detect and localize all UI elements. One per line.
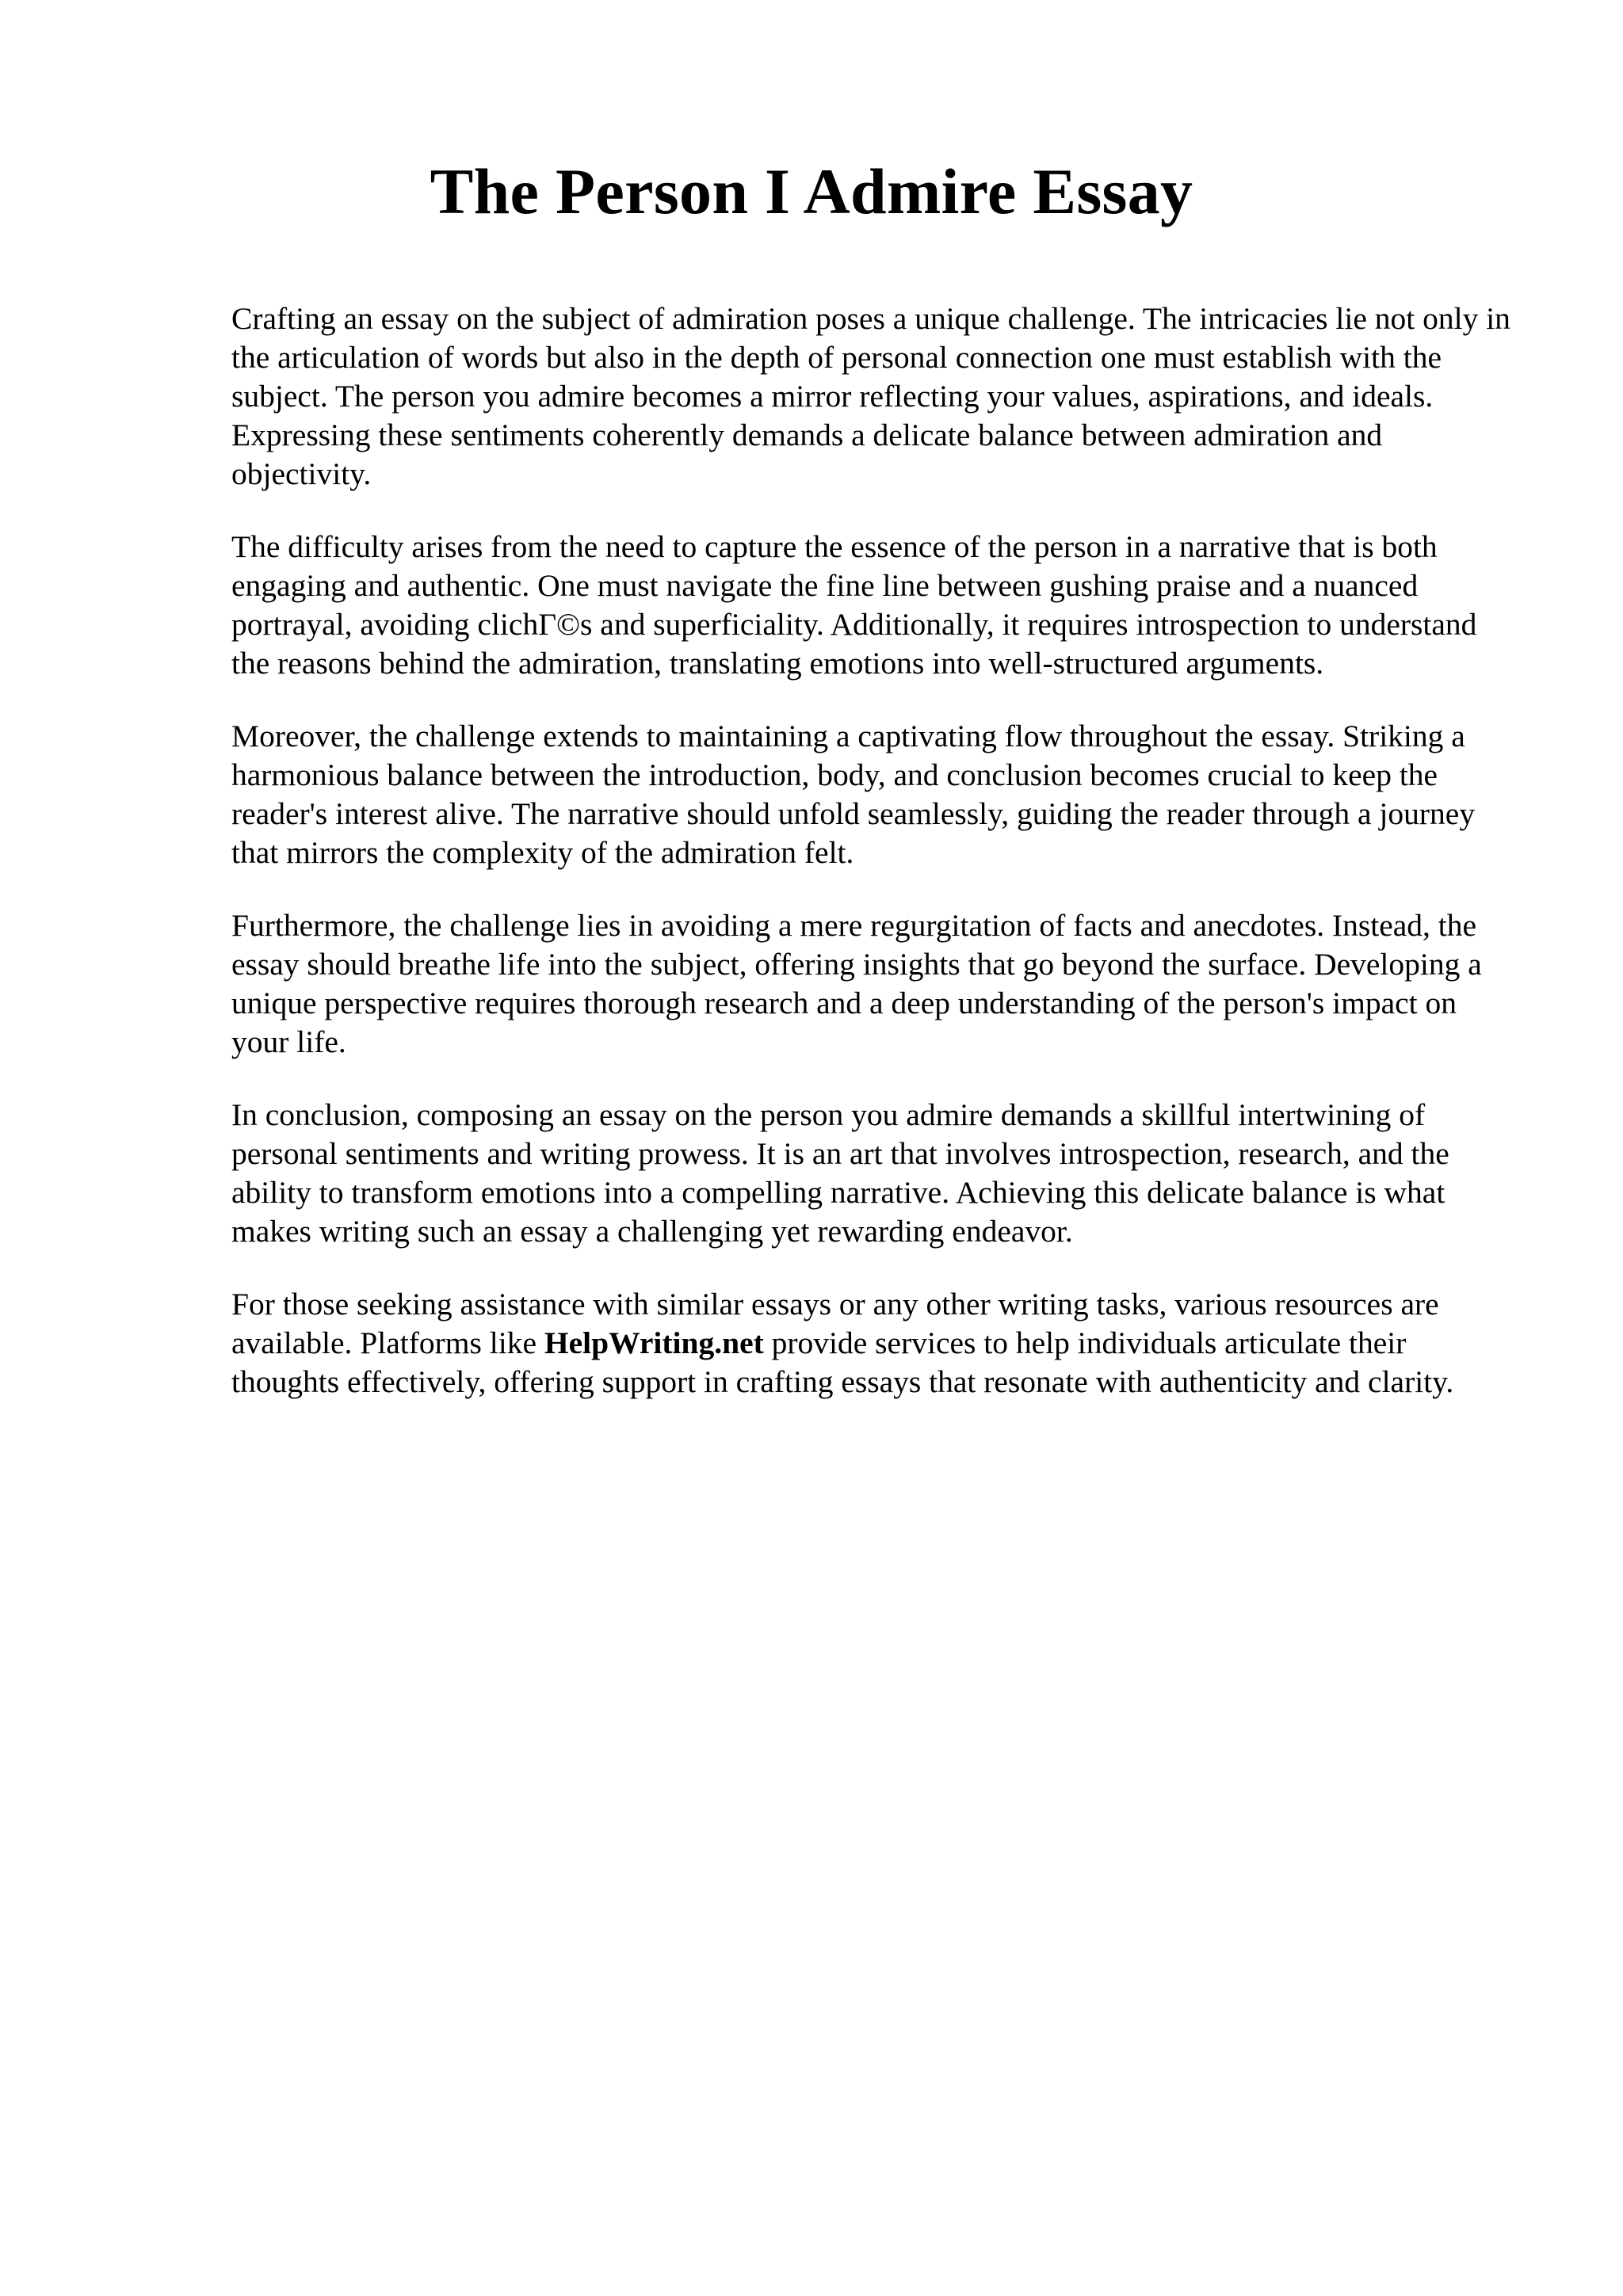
- closing-text-after: provide services to help individuals articulate their thoughts effectively, offering support in crafting essays that resonate with authenticity and clarity.: [231, 1325, 1454, 1399]
- paragraph-2: The difficulty arises from the need to capture the essence of the person in a narrative that is both engaging and authentic. One must navigate the fine line between gushing praise and a nuanced portrayal, avoiding clichΓ©s and superficiality. Additionally, it requires introspection to understand the reasons behind the admiration, translating emotions into well-structured arguments.: [231, 529, 1477, 681]
- paragraph-4: Furthermore, the challenge lies in avoiding a mere regurgitation of facts and anecdotes. Instead, the essay should breathe life into the subject, offering insights that go beyond the surface. Developing a unique perspective requires thorough research and a deep understanding of the person's impact on your life.: [231, 908, 1482, 1059]
- paragraph-3: Moreover, the challenge extends to maintaining a captivating flow throughout the essay. Striking a harmonious balance between the introduction, body, and conclusion becomes crucial to keep the reader's interest alive. The narrative should unfold seamlessly, guiding the reader through a journey that mirrors the complexity of the admiration felt.: [231, 719, 1476, 870]
- essay-body: [231, 299, 1515, 1436]
- brand-name: HelpWriting.net: [544, 1325, 764, 1360]
- paragraph-1: Crafting an essay on the subject of admiration poses a unique challenge. The intricacies lie not only in the articulation of words but also in the depth of personal connection one must establish with the subject. The person you admire becomes a mirror reflecting your values, aspirations, and ideals. Expressing these sentiments coherently demands a delicate balance between admiration and objectivity.: [231, 301, 1510, 491]
- closing-text-before: For those seeking assistance with similar essays or any other writing tasks, various resources are available. Platforms like: [231, 1287, 1439, 1360]
- closing-paragraph: [231, 1285, 1515, 1402]
- paragraph-5: In conclusion, composing an essay on the person you admire demands a skillful intertwining of personal sentiments and writing prowess. It is an art that involves introspection, research, and the ability to transform emotions into a compelling narrative. Achieving this delicate balance is what makes writing such an essay a challenging yet rewarding endeavor.: [231, 1097, 1449, 1249]
- page-title: The Person I Admire Essay: [430, 155, 1193, 227]
